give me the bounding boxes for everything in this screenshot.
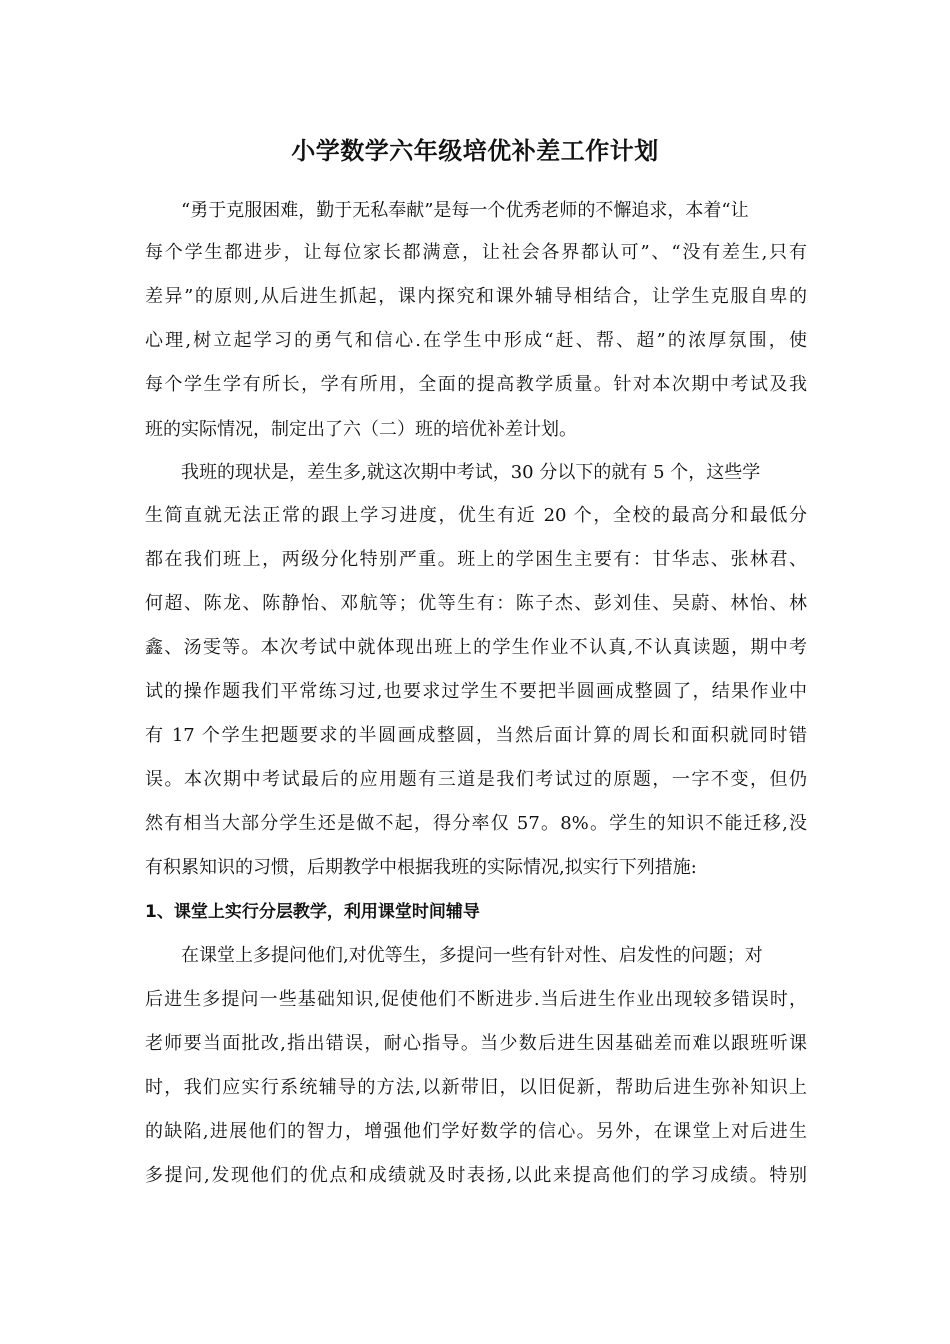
- paragraph-2-line-1: 我班的现状是，差生多,就这次期中考试，30 分以下的就有 5 个，这些学: [181, 462, 761, 483]
- paragraph-2-line-8: 误。本次期中考试最后的应用题有三道是我们考试过的原题，一字不变，但仍: [145, 769, 807, 790]
- paragraph-3-line-4: 时，我们应实行系统辅导的方法,以新带旧，以旧促新，帮助后进生弥补知识上: [145, 1077, 807, 1098]
- paragraph-3-line-6: 多提问,发现他们的优点和成绩就及时表扬,以此来提高他们的学习成绩。特别: [145, 1165, 807, 1186]
- paragraph-1-line-2: 每个学生都进步，让每位家长都满意，让社会各界都认可”、“没有差生,只有: [145, 242, 807, 263]
- paragraph-1-line-4: 心理,树立起学习的勇气和信心.在学生中形成“赶、帮、超”的浓厚氛围，使: [145, 330, 807, 351]
- paragraph-1-line-3: 差异”的原则,从后进生抓起，课内探究和课外辅导相结合，让学生克服自卑的: [145, 286, 807, 307]
- paragraph-2-line-9: 然有相当大部分学生还是做不起，得分率仅 57。8%。学生的知识不能迁移,没: [145, 813, 807, 834]
- paragraph-2-line-6: 试的操作题我们平常练习过,也要求过学生不要把半圆画成整圆了，结果作业中: [145, 681, 807, 702]
- paragraph-1-line-6: 班的实际情况，制定出了六（二）班的培优补差计划。: [145, 419, 577, 440]
- paragraph-1-line-5: 每个学生学有所长，学有所用，全面的提高教学质量。针对本次期中考试及我: [145, 374, 807, 395]
- paragraph-2-line-7: 有 17 个学生把题要求的半圆画成整圆，当然后面计算的周长和面积就同时错: [145, 725, 807, 746]
- paragraph-2-line-3: 都在我们班上，两级分化特别严重。班上的学困生主要有：甘华志、张林君、: [145, 549, 807, 570]
- section-heading-1: 1、课堂上实行分层教学，利用课堂时间辅导: [145, 902, 480, 922]
- paragraph-3-line-3: 老师要当面批改,指出错误，耐心指导。当少数后进生因基础差而难以跟班听课: [145, 1033, 807, 1054]
- paragraph-2-line-10: 有积累知识的习惯，后期教学中根据我班的实际情况,拟实行下列措施:: [145, 857, 697, 878]
- paragraph-3-line-5: 的缺陷,进展他们的智力，增强他们学好数学的信心。另外，在课堂上对后进生: [145, 1121, 807, 1142]
- paragraph-1-line-1: “勇于克服困难，勤于无私奉献”是每一个优秀老师的不懈追求，本着“让: [181, 200, 749, 221]
- paragraph-2-line-2: 生简直就无法正常的跟上学习进度，优生有近 20 个，全校的最高分和最低分: [145, 505, 807, 526]
- paragraph-2-line-5: 鑫、汤雯等。本次考试中就体现出班上的学生作业不认真,不认真读题，期中考: [145, 637, 807, 658]
- document-title: 小学数学六年级培优补差工作计划: [291, 136, 659, 165]
- paragraph-3-line-1: 在课堂上多提问他们,对优等生，多提问一些有针对性、启发性的问题；对: [181, 945, 763, 966]
- paragraph-3-line-2: 后进生多提问一些基础知识,促使他们不断进步.当后进生作业出现较多错误时，: [145, 989, 807, 1010]
- paragraph-2-line-4: 何超、陈龙、陈静怡、邓航等；优等生有：陈子杰、彭刘佳、吴蔚、林怡、林: [145, 593, 807, 614]
